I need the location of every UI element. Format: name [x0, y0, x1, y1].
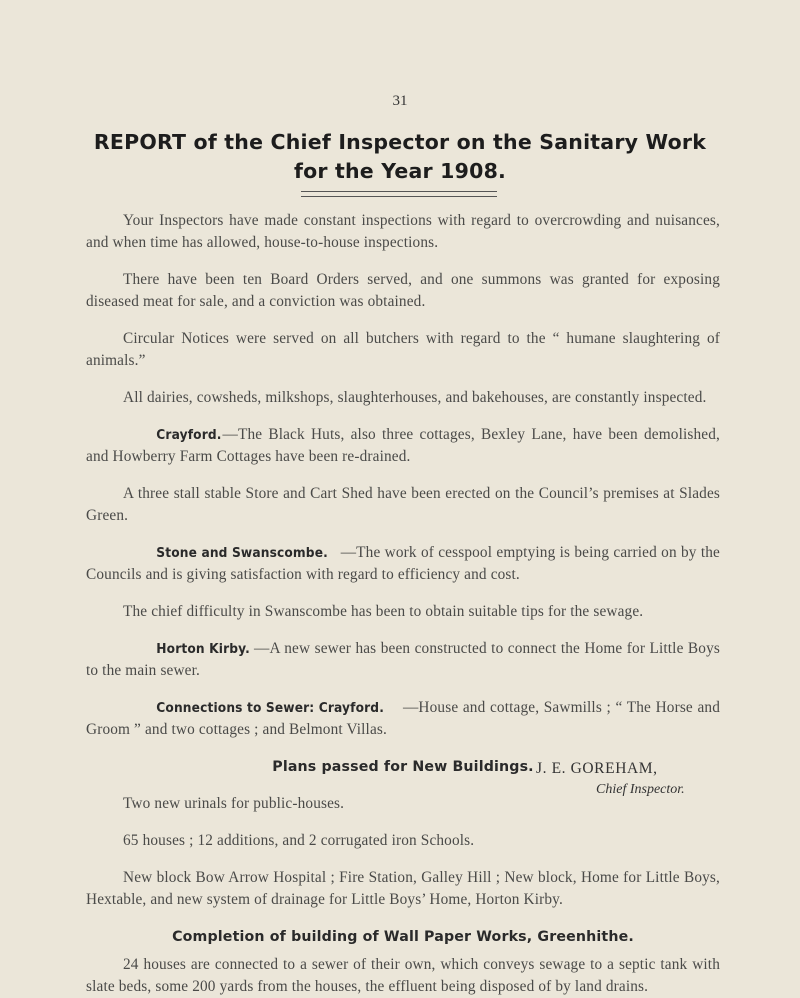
paragraph-connections-text: —House and cottage, Sawmills ; “ The Horse and Groom ” and two cottages ; and Belmont Villas. [86, 699, 720, 738]
heading-plans-passed: Plans passed for New Buildings. [272, 759, 534, 775]
paragraph-dairies: All dairies, cowsheds, milkshops, slaughterhouses, and bakehouses, are constantly inspected. [123, 389, 707, 406]
title-rule-top [301, 191, 497, 192]
paragraph-board-orders: There have been ten Board Orders served, and one summons was granted for exposing diseased meat for sale, and a conviction was obtained. [86, 271, 720, 310]
paragraph-urinals: Two new urinals for public-houses. [123, 795, 345, 812]
title-line-1: REPORT of the Chief Inspector on the Sanitary Work [93, 130, 707, 154]
paragraph-stone-swanscombe [86, 542, 720, 586]
paragraph-swanscombe-difficulty: The chief difficulty in Swanscombe has been to obtain suitable tips for the sewage. [123, 603, 644, 620]
report-title [0, 128, 800, 186]
heading-completion: Completion of building of Wall Paper Works, Greenhithe. [172, 929, 634, 945]
page-number: 31 [392, 93, 408, 109]
paragraph-horton-kirby [86, 638, 720, 682]
report-body [86, 210, 720, 998]
paragraph-stable-store: A three stall stable Store and Cart Shed have been erected on the Council’s premises at Slades Green. [86, 485, 720, 524]
heading-crayford: Crayford. [156, 427, 222, 443]
heading-horton-kirby: Horton Kirby. [156, 641, 250, 657]
paragraph-septic-tank: 24 houses are connected to a sewer of their own, which conveys sewage to a septic tank with slate beds, some 200 yards from the houses, the effluent being disposed of by land drains. [86, 956, 720, 995]
paragraph-crayford [86, 424, 720, 468]
paragraph-horton-kirby-text: —A new sewer has been constructed to connect the Home for Little Boys to the main sewer. [86, 640, 720, 679]
title-rule-bottom [301, 196, 497, 197]
paragraph-houses: 65 houses ; 12 additions, and 2 corrugated iron Schools. [123, 832, 475, 849]
paragraph-crayford-text: —The Black Huts, also three cottages, Bexley Lane, have been demolished, and Howberry Farm Cottages have been re-drained. [86, 426, 720, 465]
paragraph-connections [86, 697, 720, 741]
title-line-2: for the Year 1908. [293, 159, 507, 183]
paragraph-circular-notices: Circular Notices were served on all butchers with regard to the “ humane slaughtering of animals.” [86, 330, 720, 369]
signature-name: J. E. GOREHAM, [536, 760, 658, 777]
signature-role: Chief Inspector. [596, 782, 685, 797]
paragraph-inspections: Your Inspectors have made constant inspections with regard to overcrowding and nuisances, and when time has allowed, house-to-house inspections. [86, 212, 720, 251]
heading-connections: Connections to Sewer: Crayford. [156, 700, 384, 716]
paragraph-new-block: New block Bow Arrow Hospital ; Fire Station, Galley Hill ; New block, Home for Little Boys, Hextable, and new system of drainage for Little Boys’ Home, Horton Kirby. [86, 869, 720, 908]
heading-stone-swanscombe: Stone and Swanscombe. [156, 545, 328, 561]
paragraph-stone-swanscombe-text: —The work of cesspool emptying is being carried on by the Councils and is giving satisfaction with regard to efficiency and cost. [86, 544, 720, 583]
